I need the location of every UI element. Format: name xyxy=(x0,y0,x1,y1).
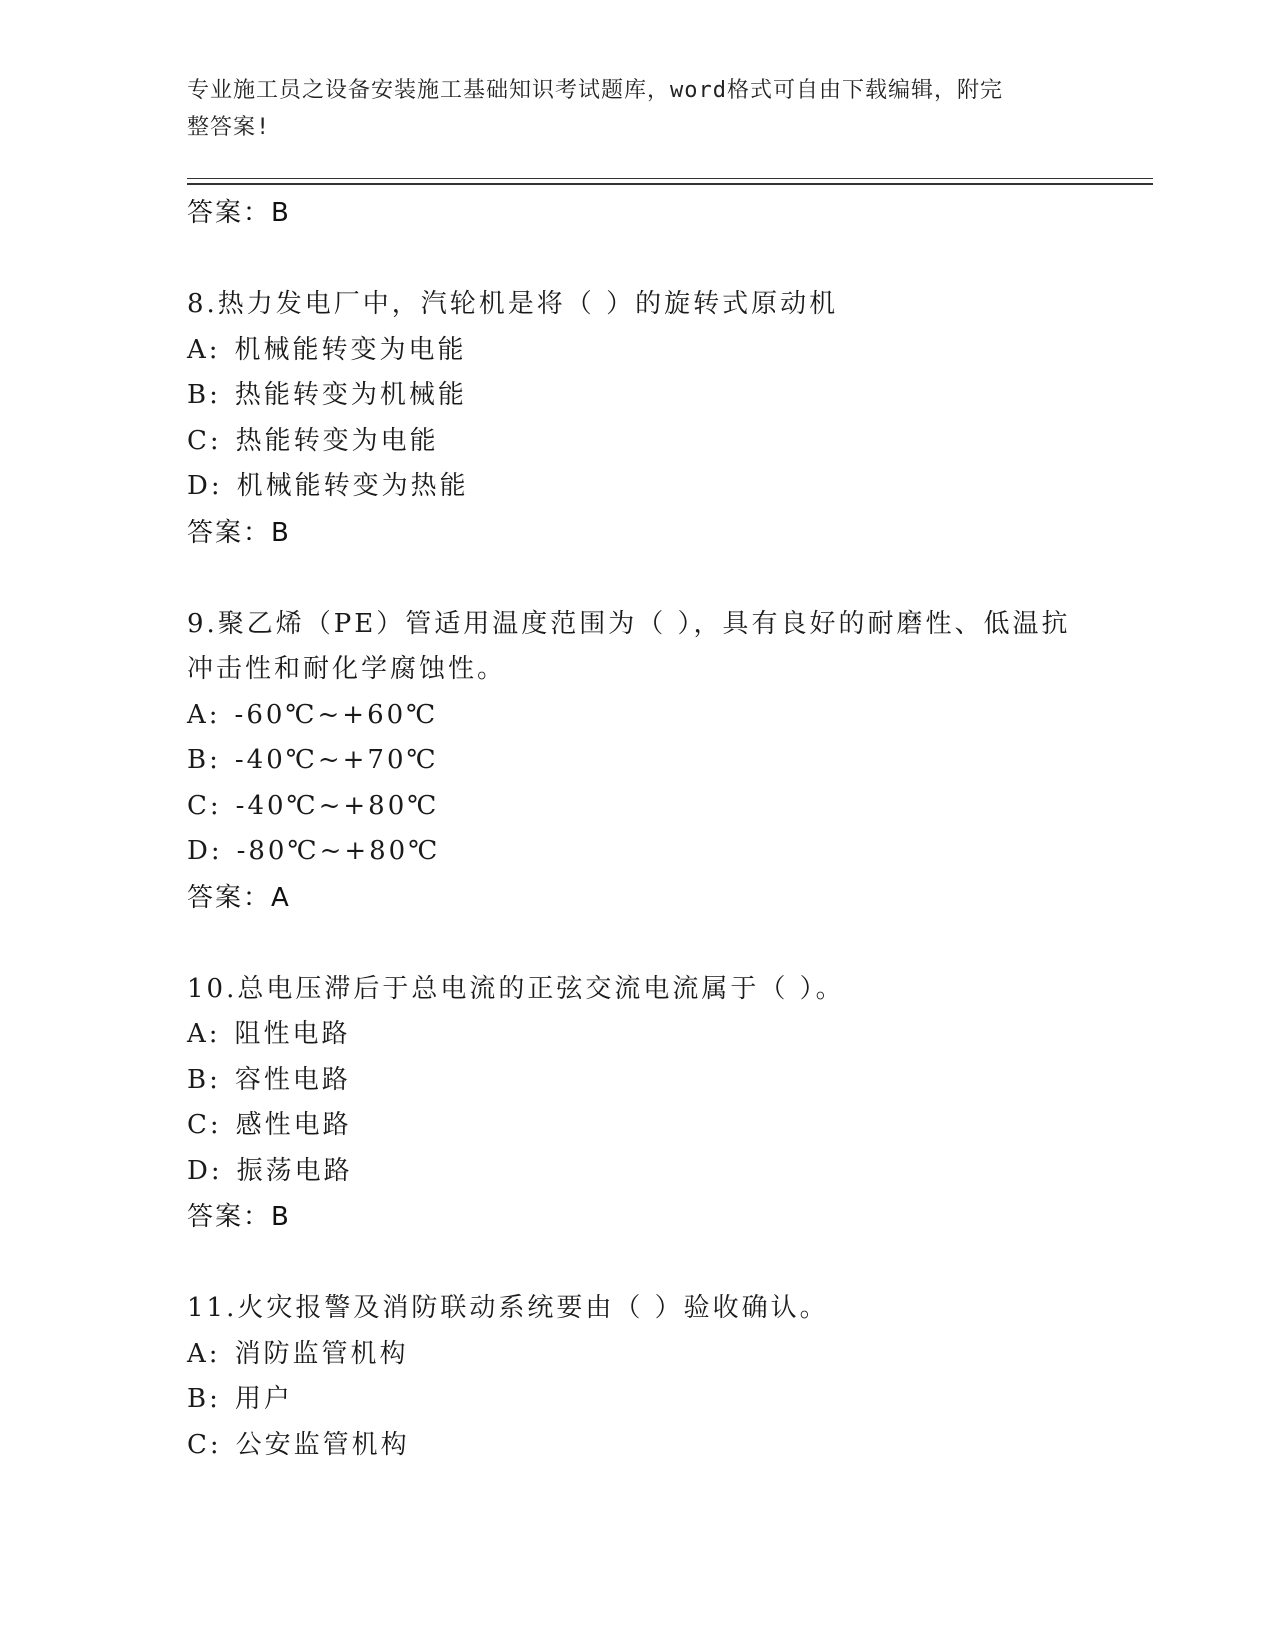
option-text: 振荡电路 xyxy=(236,1155,353,1186)
option-a xyxy=(187,1332,1087,1378)
question-stem-line: 8.热力发电厂中，汽轮机是将（ ）的旋转式原动机 xyxy=(187,289,839,319)
option-b xyxy=(187,373,1087,419)
option-text: -60℃~+60℃ xyxy=(234,699,439,730)
option-key: D: xyxy=(187,836,223,866)
answer-label: 答案：B xyxy=(187,1202,291,1232)
page-header xyxy=(187,72,1067,146)
option-b xyxy=(187,1377,1087,1423)
option-text: 感性电路 xyxy=(235,1110,352,1140)
question-8 xyxy=(187,282,1087,556)
option-d xyxy=(187,829,1087,875)
question-stem-line: 10.总电压滞后于总电流的正弦交流电流属于（ ）。 xyxy=(187,973,845,1004)
option-c xyxy=(187,419,1087,465)
header-line-1: 专业施工员之设备安装施工基础知识考试题库，word格式可自由下载编辑，附完 xyxy=(187,78,1003,103)
spacer xyxy=(187,1240,1087,1286)
option-d xyxy=(187,1149,1087,1195)
option-key: B: xyxy=(187,745,221,775)
option-b xyxy=(187,1058,1087,1104)
option-text: -40℃~+70℃ xyxy=(234,745,439,775)
option-key: A: xyxy=(187,1019,221,1049)
option-key: C: xyxy=(187,790,222,821)
option-text: 公安监管机构 xyxy=(235,1429,410,1460)
option-key: B: xyxy=(187,380,221,410)
option-key: B: xyxy=(187,1384,221,1414)
spacer xyxy=(187,556,1087,602)
answer-label: 答案：A xyxy=(187,882,291,913)
document-body xyxy=(187,190,1087,1468)
option-key: B: xyxy=(187,1064,221,1095)
header-divider-thin xyxy=(187,178,1153,179)
spacer xyxy=(187,236,1087,282)
answer-label: 答案：B xyxy=(187,517,291,548)
option-key: A: xyxy=(187,334,221,365)
option-text: 机械能转变为热能 xyxy=(236,471,469,501)
option-key: A: xyxy=(187,1338,221,1369)
option-c xyxy=(187,1423,1087,1469)
previous-answer: 答案：B xyxy=(187,198,291,228)
option-text: -40℃~+80℃ xyxy=(235,790,440,821)
option-text: 阻性电路 xyxy=(234,1019,351,1049)
option-key: D: xyxy=(187,471,223,501)
spacer xyxy=(187,921,1087,967)
option-text: 热能转变为电能 xyxy=(235,425,439,456)
option-key: C: xyxy=(187,1110,222,1140)
question-10 xyxy=(187,967,1087,1241)
option-text: -80℃~+80℃ xyxy=(236,836,441,866)
option-key: C: xyxy=(187,1429,222,1460)
question-stem-line: 11.火灾报警及消防联动系统要由（ ）验收确认。 xyxy=(187,1293,829,1323)
header-line-2: 整答案! xyxy=(187,115,271,140)
option-c xyxy=(187,1103,1087,1149)
option-key: A: xyxy=(187,699,221,730)
option-text: 热能转变为机械能 xyxy=(234,380,467,410)
question-stem-line: 冲击性和耐化学腐蚀性。 xyxy=(187,654,507,684)
option-key: D: xyxy=(187,1155,223,1186)
option-text: 用户 xyxy=(234,1384,293,1414)
option-a xyxy=(187,328,1087,374)
option-b xyxy=(187,738,1087,784)
option-text: 容性电路 xyxy=(234,1064,351,1095)
option-a xyxy=(187,1012,1087,1058)
option-key: C: xyxy=(187,425,222,456)
option-text: 机械能转变为电能 xyxy=(234,334,467,365)
option-d xyxy=(187,464,1087,510)
question-stem-line: 9.聚乙烯（PE）管适用温度范围为（ ），具有良好的耐磨性、低温抗 xyxy=(187,608,1071,639)
option-c xyxy=(187,784,1087,830)
header-divider-thick xyxy=(187,183,1153,185)
question-11 xyxy=(187,1286,1087,1468)
option-text: 消防监管机构 xyxy=(234,1338,409,1369)
question-9 xyxy=(187,602,1087,921)
option-a xyxy=(187,693,1087,739)
